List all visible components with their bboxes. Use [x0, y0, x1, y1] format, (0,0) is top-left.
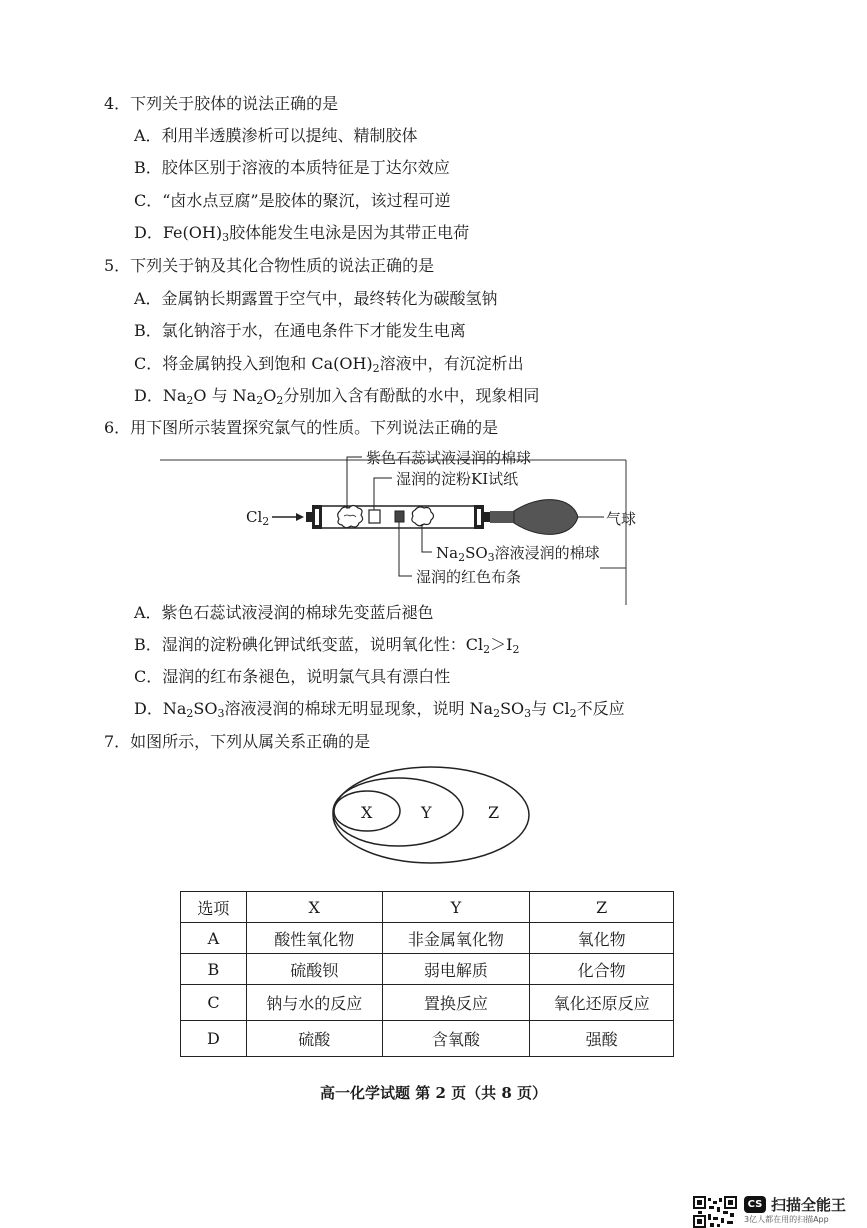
table-cell: D: [181, 1021, 247, 1057]
venn-label-y: Y: [421, 803, 432, 822]
venn-label-z: Z: [488, 803, 500, 822]
table-cell: 强酸: [530, 1021, 674, 1057]
table-cell: 酸性氧化物: [246, 923, 382, 954]
table-row: [181, 954, 674, 985]
table-cell: 硫酸: [246, 1021, 382, 1057]
label-starch-ki-paper: 湿润的淀粉KI试纸: [396, 470, 519, 488]
watermark-subtitle: 3亿人都在用的扫描App: [744, 1215, 829, 1224]
q4-option-a: A．利用半透膜渗析可以提纯、精制胶体: [134, 126, 418, 145]
camscanner-logo: CS: [744, 1196, 766, 1213]
q6-stem: 6．用下图所示装置探究氯气的性质。下列说法正确的是: [104, 418, 499, 437]
table-row: [181, 985, 674, 1021]
q7-stem: 7．如图所示，下列从属关系正确的是: [104, 732, 371, 751]
table-header-cell: Z: [530, 892, 674, 923]
qr-code-icon: [693, 1196, 737, 1228]
label-red-cloth: 湿润的红色布条: [416, 568, 522, 586]
venn-diagram: [320, 765, 550, 870]
table-cell: B: [181, 954, 247, 985]
classification-table: [180, 891, 674, 1057]
q4-stem: 4．下列关于胶体的说法正确的是: [104, 94, 339, 113]
watermark-title: 扫描全能王: [771, 1196, 847, 1214]
label-sodium-sulfite-cotton: $Na_2SO_3$溶液浸润的棉球: [436, 544, 600, 564]
table-cell: A: [181, 923, 247, 954]
table-header-cell: X: [246, 892, 382, 923]
label-balloon: 气球: [606, 510, 637, 528]
label-chlorine-inlet: $Cl_2$: [246, 508, 270, 528]
table-header-cell: Y: [382, 892, 530, 923]
page-footer: 高一化学试题 第 2 页（共 8 页）: [320, 1084, 547, 1102]
q4-option-b: B．胶体区别于溶液的本质特征是丁达尔效应: [134, 158, 450, 177]
label-litmus-cotton: 紫色石蕊试液浸润的棉球: [366, 449, 532, 467]
table-cell: 弱电解质: [382, 954, 530, 985]
table-cell: C: [181, 985, 247, 1021]
q5-stem: 5．下列关于钠及其化合物性质的说法正确的是: [104, 256, 435, 275]
q4-option-c: C．“卤水点豆腐”是胶体的聚沉，该过程可逆: [134, 191, 451, 210]
table-header-cell: 选项: [181, 892, 247, 923]
table-row: [181, 923, 674, 954]
q6-option-b: B．湿润的淀粉碘化钾试纸变蓝，说明氧化性：$Cl_2>I_2$: [134, 635, 520, 656]
table-cell: 化合物: [530, 954, 674, 985]
table-cell: 非金属氧化物: [382, 923, 530, 954]
table-cell: 置换反应: [382, 985, 530, 1021]
table-header-row: [181, 892, 674, 923]
q5-option-a: A．金属钠长期露置于空气中，最终转化为碳酸氢钠: [134, 289, 498, 308]
q5-option-c: C．将金属钠投入到饱和 $Ca(OH)_2$溶液中，有沉淀析出: [134, 354, 524, 375]
table-cell: 氧化还原反应: [530, 985, 674, 1021]
q6-option-c: C．湿润的红布条褪色，说明氯气具有漂白性: [134, 667, 451, 686]
q4-option-d: D．$Fe(OH)_3$胶体能发生电泳是因为其带正电荷: [134, 223, 470, 244]
q6-option-a: A．紫色石蕊试液浸润的棉球先变蓝后褪色: [134, 603, 434, 622]
q5-option-d: D．$Na_2O$ 与 $Na_2O_2$分别加入含有酚酞的水中，现象相同: [134, 386, 540, 407]
venn-label-x: X: [361, 803, 373, 822]
q6-option-d: D．$Na_2SO_3$溶液浸润的棉球无明显现象，说明 $Na_2SO_3$与 $Cl_2$不反应: [134, 699, 625, 720]
table-cell: 氧化物: [530, 923, 674, 954]
table-cell: 硫酸钡: [246, 954, 382, 985]
q5-option-b: B．氯化钠溶于水，在通电条件下才能发生电离: [134, 321, 466, 340]
table-row: [181, 1021, 674, 1057]
table-cell: 钠与水的反应: [246, 985, 382, 1021]
table-cell: 含氧酸: [382, 1021, 530, 1057]
